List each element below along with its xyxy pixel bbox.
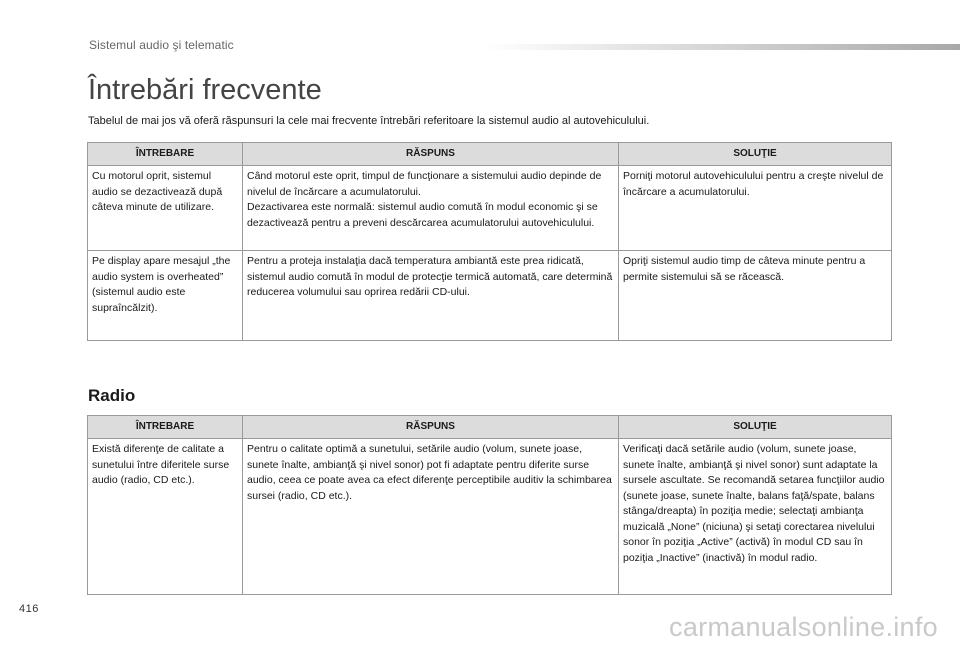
answer-cell: Când motorul este oprit, timpul de funcţionare a sistemului audio depinde de nivelul de încărcare a acumulatorului. Dezactivarea este normală: sistemul audio comută în modul economic şi se dezactivează pentru a preveni descărcarea acumulatorului autovehiculului. (243, 166, 619, 251)
radio-table (87, 415, 892, 595)
header-answer: RĂSPUNS (243, 416, 619, 439)
intro-text: Tabelul de mai jos vă oferă răspunsuri la cele mai frecvente întrebări referitoare la sistemul audio al autovehiculului. (88, 115, 650, 127)
header-answer: RĂSPUNS (243, 143, 619, 166)
table-row (88, 251, 892, 341)
solution-cell: Porniţi motorul autovehiculului pentru a creşte nivelul de încărcare a acumulatorului. (619, 166, 892, 251)
header-solution: SOLUŢIE (619, 416, 892, 439)
solution-cell: Verificaţi dacă setările audio (volum, sunete joase, sunete înalte, ambianţă şi nivel sonor) sunt adaptate la sursele ascultate. Se recomandă setarea funcţiilor audio (sunete joase, sunete înalte, balans faţă/spate, balans stânga/dreapta) în poziţia medie; selectaţi ambianţa muzicală „None” (niciuna) şi setaţi corectarea nivelului sonor în poziţia „Active” (activă) în modul CD sau în poziţia „Inactive” (inactivă) în modul radio. (619, 439, 892, 595)
question-cell: Cu motorul oprit, sistemul audio se dezactivează după câteva minute de utilizare. (88, 166, 243, 251)
answer-cell: Pentru a proteja instalaţia dacă temperatura ambiantă este prea ridicată, sistemul audio comută în modul de protecţie termică automată, care determină reducerea volumului sau oprirea redării CD-ului. (243, 251, 619, 341)
radio-section-title: Radio (88, 386, 136, 405)
table-header-row (88, 416, 892, 439)
header-rule (484, 44, 960, 50)
table-header-row (88, 143, 892, 166)
table-row (88, 439, 892, 595)
page-title: Întrebări frecvente (88, 74, 322, 106)
table-row (88, 166, 892, 251)
solution-cell: Opriţi sistemul audio timp de câteva minute pentru a permite sistemului să se răcească. (619, 251, 892, 341)
faq-table (87, 142, 892, 341)
header-section-title: Sistemul audio şi telematic (89, 38, 234, 52)
question-cell: Există diferenţe de calitate a sunetului între diferitele surse audio (radio, CD etc.). (88, 439, 243, 595)
header-question: ÎNTREBARE (88, 416, 243, 439)
header-solution: SOLUŢIE (619, 143, 892, 166)
answer-cell: Pentru o calitate optimă a sunetului, setările audio (volum, sunete joase, sunete înalte, ambianţă şi nivel sonor) pot fi adaptate pentru diferite surse audio, ceea ce poate avea ca efect diferenţe perceptibile auditiv la schimbarea sursei (radio, CD etc.). (243, 439, 619, 595)
watermark: carmanualsonline.info (669, 612, 938, 642)
header-question: ÎNTREBARE (88, 143, 243, 166)
question-cell: Pe display apare mesajul „the audio system is overheated” (sistemul audio este supraîncălzit). (88, 251, 243, 341)
page-number: 416 (19, 603, 39, 615)
